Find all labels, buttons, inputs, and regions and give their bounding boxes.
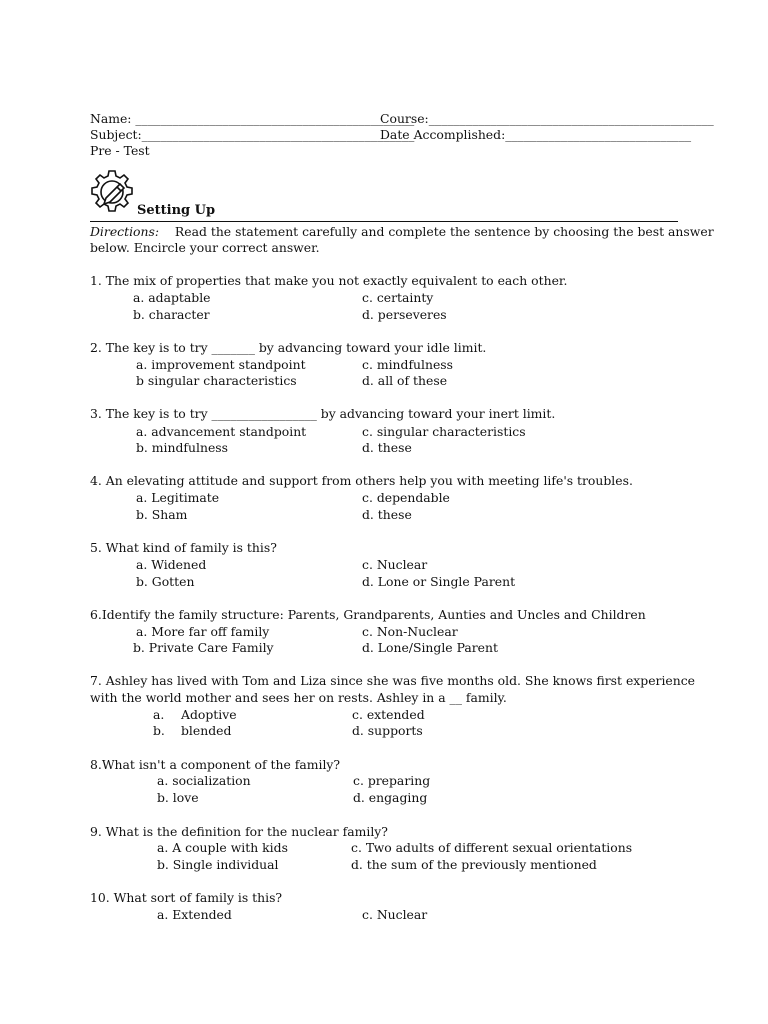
q7-option-d[interactable]: d. supports — [352, 723, 423, 738]
directions-text-2: below. Encircle your correct answer. — [90, 240, 320, 255]
q10-option-c[interactable]: c. Nuclear — [362, 907, 428, 922]
directions-line-1 — [90, 224, 714, 240]
pretest-label: Pre - Test — [90, 143, 150, 158]
q9-option-d[interactable]: d. the sum of the previously mentioned — [351, 857, 597, 872]
q2-option-d[interactable]: d. all of these — [362, 373, 448, 388]
q7-option-b-letter[interactable]: b. — [153, 723, 165, 738]
q9-option-c[interactable]: c. Two adults of different sexual orientations — [351, 840, 633, 855]
q3-option-d[interactable]: d. these — [362, 440, 412, 455]
q4-option-a[interactable]: a. Legitimate — [136, 490, 220, 505]
question-10: 10. What sort of family is this? — [90, 890, 283, 905]
q9-option-a[interactable]: a. A couple with kids — [157, 840, 288, 855]
q2-option-a[interactable]: a. improvement standpoint — [136, 357, 306, 372]
question-5: 5. What kind of family is this? — [90, 540, 277, 555]
question-8: 8.What isn't a component of the family? — [90, 757, 341, 772]
q1-option-c[interactable]: c. certainty — [362, 290, 434, 305]
q9-option-b[interactable]: b. Single individual — [157, 857, 279, 872]
q8-option-c[interactable]: c. preparing — [353, 773, 431, 788]
q10-option-a[interactable]: a. Extended — [157, 907, 232, 922]
q1-option-a[interactable]: a. adaptable — [133, 290, 211, 305]
q8-option-d[interactable]: d. engaging — [353, 790, 428, 805]
question-4: 4. An elevating attitude and support from others help you with meeting life's troubles. — [90, 473, 633, 488]
q6-option-b[interactable]: b. Private Care Family — [133, 640, 274, 655]
course-field[interactable]: Course:______________________________________________ — [380, 111, 714, 126]
q7-option-c[interactable]: c. extended — [352, 707, 425, 722]
question-7-line-1: 7. Ashley has lived with Tom and Liza since she was five months old. She knows first experience — [90, 673, 696, 688]
q4-option-d[interactable]: d. these — [362, 507, 412, 522]
q5-option-c[interactable]: c. Nuclear — [362, 557, 428, 572]
question-6: 6.Identify the family structure: Parents, Grandparents, Aunties and Uncles and Children — [90, 607, 646, 622]
question-1: 1. The mix of properties that make you not exactly equivalent to each other. — [90, 273, 568, 288]
q2-option-c[interactable]: c. mindfulness — [362, 357, 453, 372]
q5-option-a[interactable]: a. Widened — [136, 557, 207, 572]
q1-option-d[interactable]: d. perseveres — [362, 307, 447, 322]
q8-option-a[interactable]: a. socialization — [157, 773, 251, 788]
q6-option-a[interactable]: a. More far off family — [136, 624, 270, 639]
gear-with-pencil-icon — [88, 168, 136, 216]
q6-option-d[interactable]: d. Lone/Single Parent — [362, 640, 498, 655]
q3-option-b[interactable]: b. mindfulness — [136, 440, 228, 455]
q5-option-d[interactable]: d. Lone or Single Parent — [362, 574, 516, 589]
date-accomplished-field[interactable]: Date Accomplished:______________________________ — [380, 127, 692, 142]
subject-field[interactable]: Subject:____________________________________________ — [90, 127, 415, 142]
q3-option-c[interactable]: c. singular characteristics — [362, 424, 526, 439]
question-2: 2. The key is to try _______ by advancing toward your idle limit. — [90, 340, 487, 355]
q8-option-b[interactable]: b. love — [157, 790, 199, 805]
directions-text-1: Read the statement carefully and complete the sentence by choosing the best answer — [174, 224, 714, 239]
q7-option-a-text[interactable]: Adoptive — [181, 707, 237, 722]
q1-option-b[interactable]: b. character — [133, 307, 210, 322]
q2-option-b[interactable]: b singular characteristics — [136, 373, 297, 388]
question-3: 3. The key is to try _________________ by advancing toward your inert limit. — [90, 406, 556, 421]
q3-option-a[interactable]: a. advancement standpoint — [136, 424, 307, 439]
section-divider — [90, 221, 678, 222]
q4-option-b[interactable]: b. Sham — [136, 507, 188, 522]
q5-option-b[interactable]: b. Gotten — [136, 574, 195, 589]
q7-option-a-letter[interactable]: a. — [153, 707, 165, 722]
name-field[interactable]: Name: _____________________________________________ — [90, 111, 415, 126]
q4-option-c[interactable]: c. dependable — [362, 490, 450, 505]
directions-label: Directions: — [90, 224, 160, 239]
q7-option-b-text[interactable]: blended — [181, 723, 232, 738]
question-7-line-2: with the world mother and sees her on rests. Ashley in a __ family. — [90, 690, 507, 705]
question-9: 9. What is the definition for the nuclear family? — [90, 824, 388, 839]
section-title: Setting Up — [137, 203, 216, 218]
q6-option-c[interactable]: c. Non-Nuclear — [362, 624, 458, 639]
